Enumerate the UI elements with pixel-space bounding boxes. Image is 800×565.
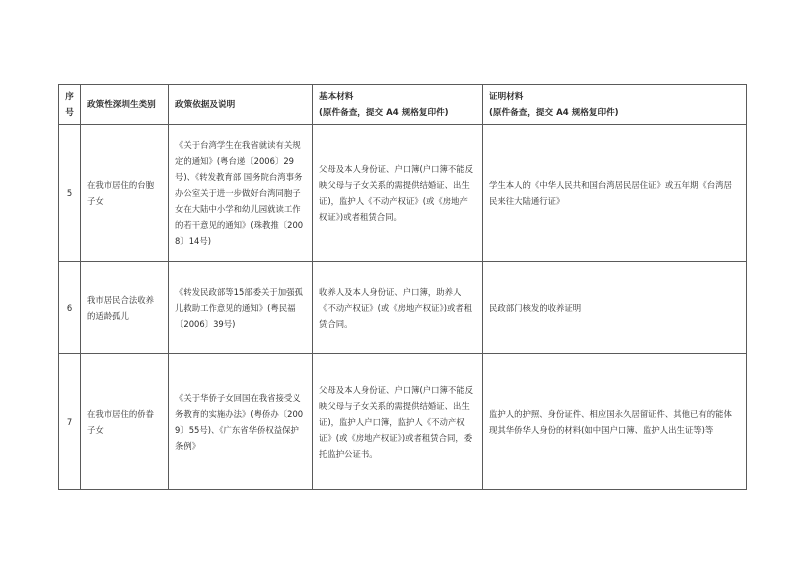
header-basic-materials	[313, 85, 483, 125]
row-category: 在我市居住的台胞子女	[81, 125, 169, 262]
table-header-row	[59, 85, 747, 125]
header-seq: 序号	[59, 85, 81, 125]
row-seq: 6	[59, 262, 81, 354]
row-proof-materials: 监护人的护照、身份证件、相应国永久居留证件、其他已有的能体现其华侨华人身份的材料(如中国户口簿、监护人出生证等)等	[483, 354, 747, 490]
header-basic-title: 基本材料	[319, 91, 354, 102]
header-basis: 政策依据及说明	[169, 85, 313, 125]
policy-table	[58, 84, 747, 490]
row-basis: 《转发民政部等15部委关于加强孤儿救助工作意见的通知》(粤民福〔2006〕39号)	[169, 262, 313, 354]
row-category: 在我市居住的侨眷子女	[81, 354, 169, 490]
table-row	[59, 262, 747, 354]
header-basic-note: (原件备查，提交 A4 规格复印件)	[319, 107, 449, 118]
row-category: 我市居民合法收养的适龄孤儿	[81, 262, 169, 354]
table-row	[59, 354, 747, 490]
row-proof-materials: 民政部门核发的收养证明	[483, 262, 747, 354]
row-basic-materials: 父母及本人身份证、户口簿(户口簿不能反映父母与子女关系的需提供结婚证、出生证)，监护人《不动产权证》(或《房地产权证》)或者租赁合同。	[313, 125, 483, 262]
header-proof-title: 证明材料	[489, 91, 524, 102]
table-row	[59, 125, 747, 262]
row-seq: 7	[59, 354, 81, 490]
row-seq: 5	[59, 125, 81, 262]
row-basis: 《关于华侨子女回国在我省接受义务教育的实施办法》(粤侨办〔2009〕55号)、《广东省华侨权益保护条例》	[169, 354, 313, 490]
header-proof-note: (原件备查，提交 A4 规格复印件)	[489, 107, 619, 118]
row-basic-materials: 收养人及本人身份证、户口簿，助养人《不动产权证》(或《房地产权证》)或者租赁合同。	[313, 262, 483, 354]
header-category: 政策性深圳生类别	[81, 85, 169, 125]
header-proof-materials	[483, 85, 747, 125]
row-proof-materials: 学生本人的《中华人民共和国台湾居民居住证》或五年期《台湾居民来往大陆通行证》	[483, 125, 747, 262]
row-basis: 《关于台湾学生在我省就读有关规定的通知》(粤台递〔2006〕29号)、《转发教育部 国务院台湾事务办公室关于进一步做好台湾同胞子女在大陆中小学和幼儿园就读工作的若干意见的通知》(珠教推〔2008〕14号)	[169, 125, 313, 262]
row-basic-materials: 父母及本人身份证、户口簿(户口簿不能反映父母与子女关系的需提供结婚证、出生证)，监护人户口簿，监护人《不动产权证》(或《房地产权证》)或者租赁合同，委托监护公证书。	[313, 354, 483, 490]
